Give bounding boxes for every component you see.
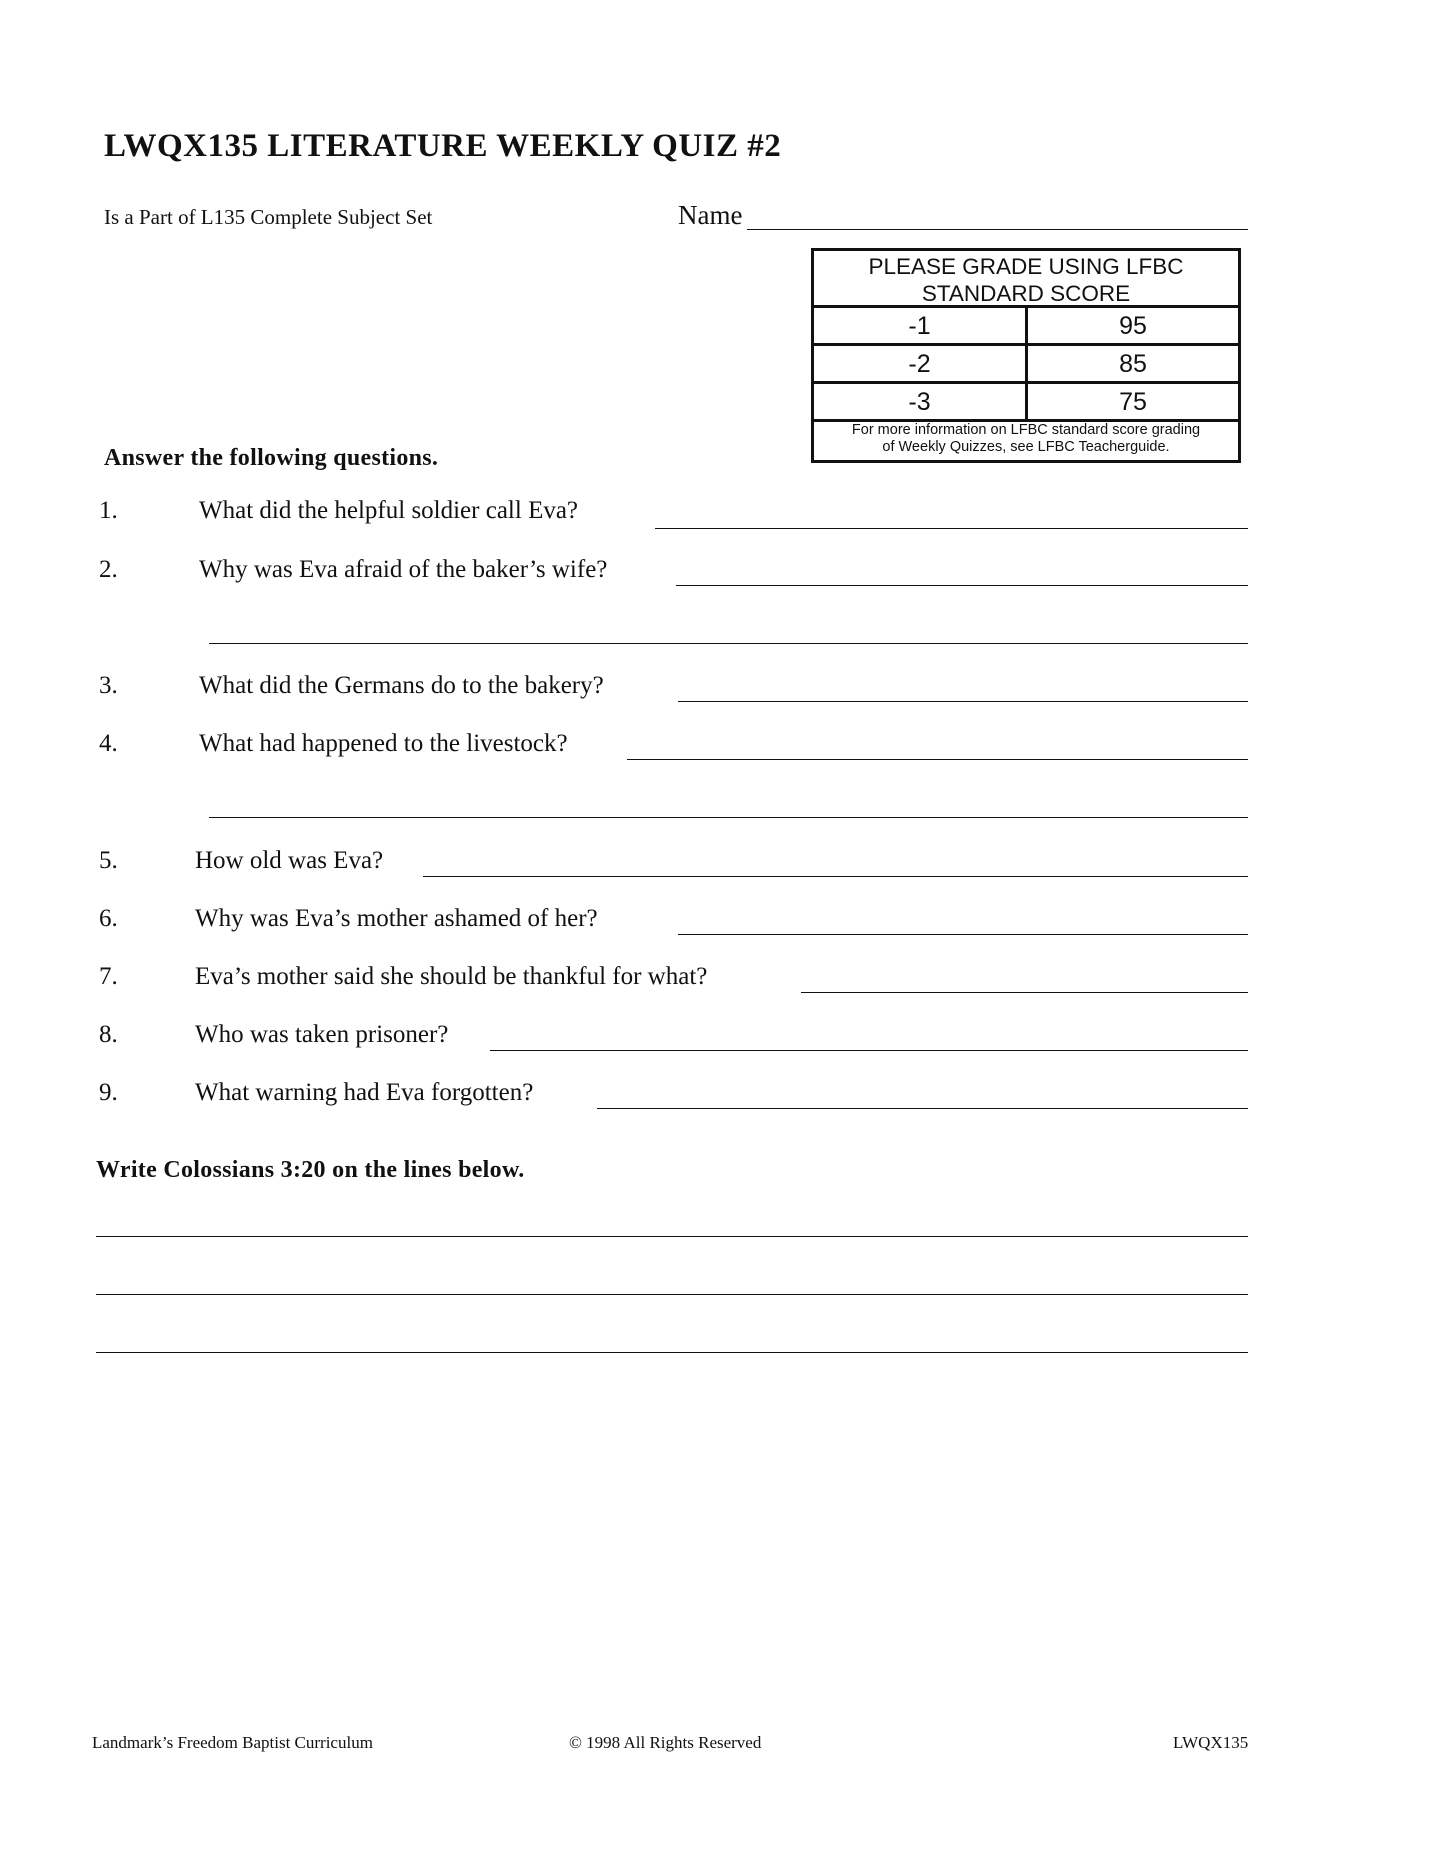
grading-scale-box — [811, 248, 1241, 463]
question-text: How old was Eva? — [195, 847, 384, 874]
answer-line[interactable] — [678, 701, 1248, 702]
answer-line[interactable] — [655, 528, 1248, 529]
question-number: 5. — [99, 847, 118, 874]
grading-missed-cell: -1 — [814, 308, 1028, 343]
question-text: Why was Eva’s mother ashamed of her? — [195, 905, 598, 932]
verse-heading: Write Colossians 3:20 on the lines below. — [96, 1157, 525, 1183]
grading-row — [814, 384, 1238, 422]
question-text: What did the Germans do to the bakery? — [199, 672, 604, 699]
grading-missed-cell: -3 — [814, 384, 1028, 419]
footer-code: LWQX135 — [1173, 1733, 1249, 1752]
question-number: 4. — [99, 730, 118, 757]
question-number: 3. — [99, 672, 118, 699]
page-title: LWQX135 LITERATURE WEEKLY QUIZ #2 — [104, 128, 782, 164]
grading-note-line1: For more information on LFBC standard score grading — [851, 422, 1201, 438]
grading-note-line2: of Weekly Quizzes, see LFBC Teacherguide. — [882, 439, 1170, 455]
answer-line[interactable] — [490, 1050, 1248, 1051]
question-text: What warning had Eva forgotten? — [195, 1079, 534, 1106]
answer-line[interactable] — [423, 876, 1248, 877]
question-text: Why was Eva afraid of the baker’s wife? — [199, 556, 608, 583]
question-number: 7. — [99, 963, 118, 990]
grading-missed-cell: -2 — [814, 346, 1028, 381]
question-text: Eva’s mother said she should be thankful for what? — [195, 963, 708, 990]
grading-score-cell: 75 — [1119, 388, 1147, 416]
grading-row — [814, 346, 1238, 384]
grading-heading-line1: PLEASE GRADE USING LFBC — [868, 254, 1184, 279]
question-number: 9. — [99, 1079, 118, 1106]
verse-writing-line[interactable] — [96, 1236, 1248, 1237]
name-label: Name — [678, 200, 743, 230]
answer-line[interactable] — [627, 759, 1248, 760]
grading-row — [814, 308, 1238, 346]
answer-line[interactable] — [209, 643, 1248, 644]
question-text: Who was taken prisoner? — [195, 1021, 449, 1048]
subject-set-subtitle: Is a Part of L135 Complete Subject Set — [104, 205, 433, 229]
answer-line[interactable] — [597, 1108, 1248, 1109]
question-number: 8. — [99, 1021, 118, 1048]
answer-line[interactable] — [678, 934, 1248, 935]
question-text: What did the helpful soldier call Eva? — [199, 497, 579, 524]
questions-heading: Answer the following questions. — [104, 445, 439, 471]
name-field-line[interactable] — [747, 229, 1248, 230]
question-number: 1. — [99, 497, 118, 524]
grading-scale-heading — [814, 251, 1238, 308]
verse-writing-line[interactable] — [96, 1352, 1248, 1353]
answer-line[interactable] — [676, 585, 1248, 586]
footer-publisher: Landmark’s Freedom Baptist Curriculum — [92, 1733, 373, 1752]
grading-score-cell: 95 — [1119, 312, 1147, 340]
question-text: What had happened to the livestock? — [199, 730, 568, 757]
answer-line[interactable] — [801, 992, 1248, 993]
answer-line[interactable] — [209, 817, 1248, 818]
grading-note — [814, 422, 1238, 456]
grading-heading-line2: STANDARD SCORE — [921, 281, 1131, 306]
verse-writing-line[interactable] — [96, 1294, 1248, 1295]
grading-score-cell: 85 — [1119, 350, 1147, 378]
footer-copyright: © 1998 All Rights Reserved — [569, 1733, 762, 1752]
question-number: 2. — [99, 556, 118, 583]
question-number: 6. — [99, 905, 118, 932]
